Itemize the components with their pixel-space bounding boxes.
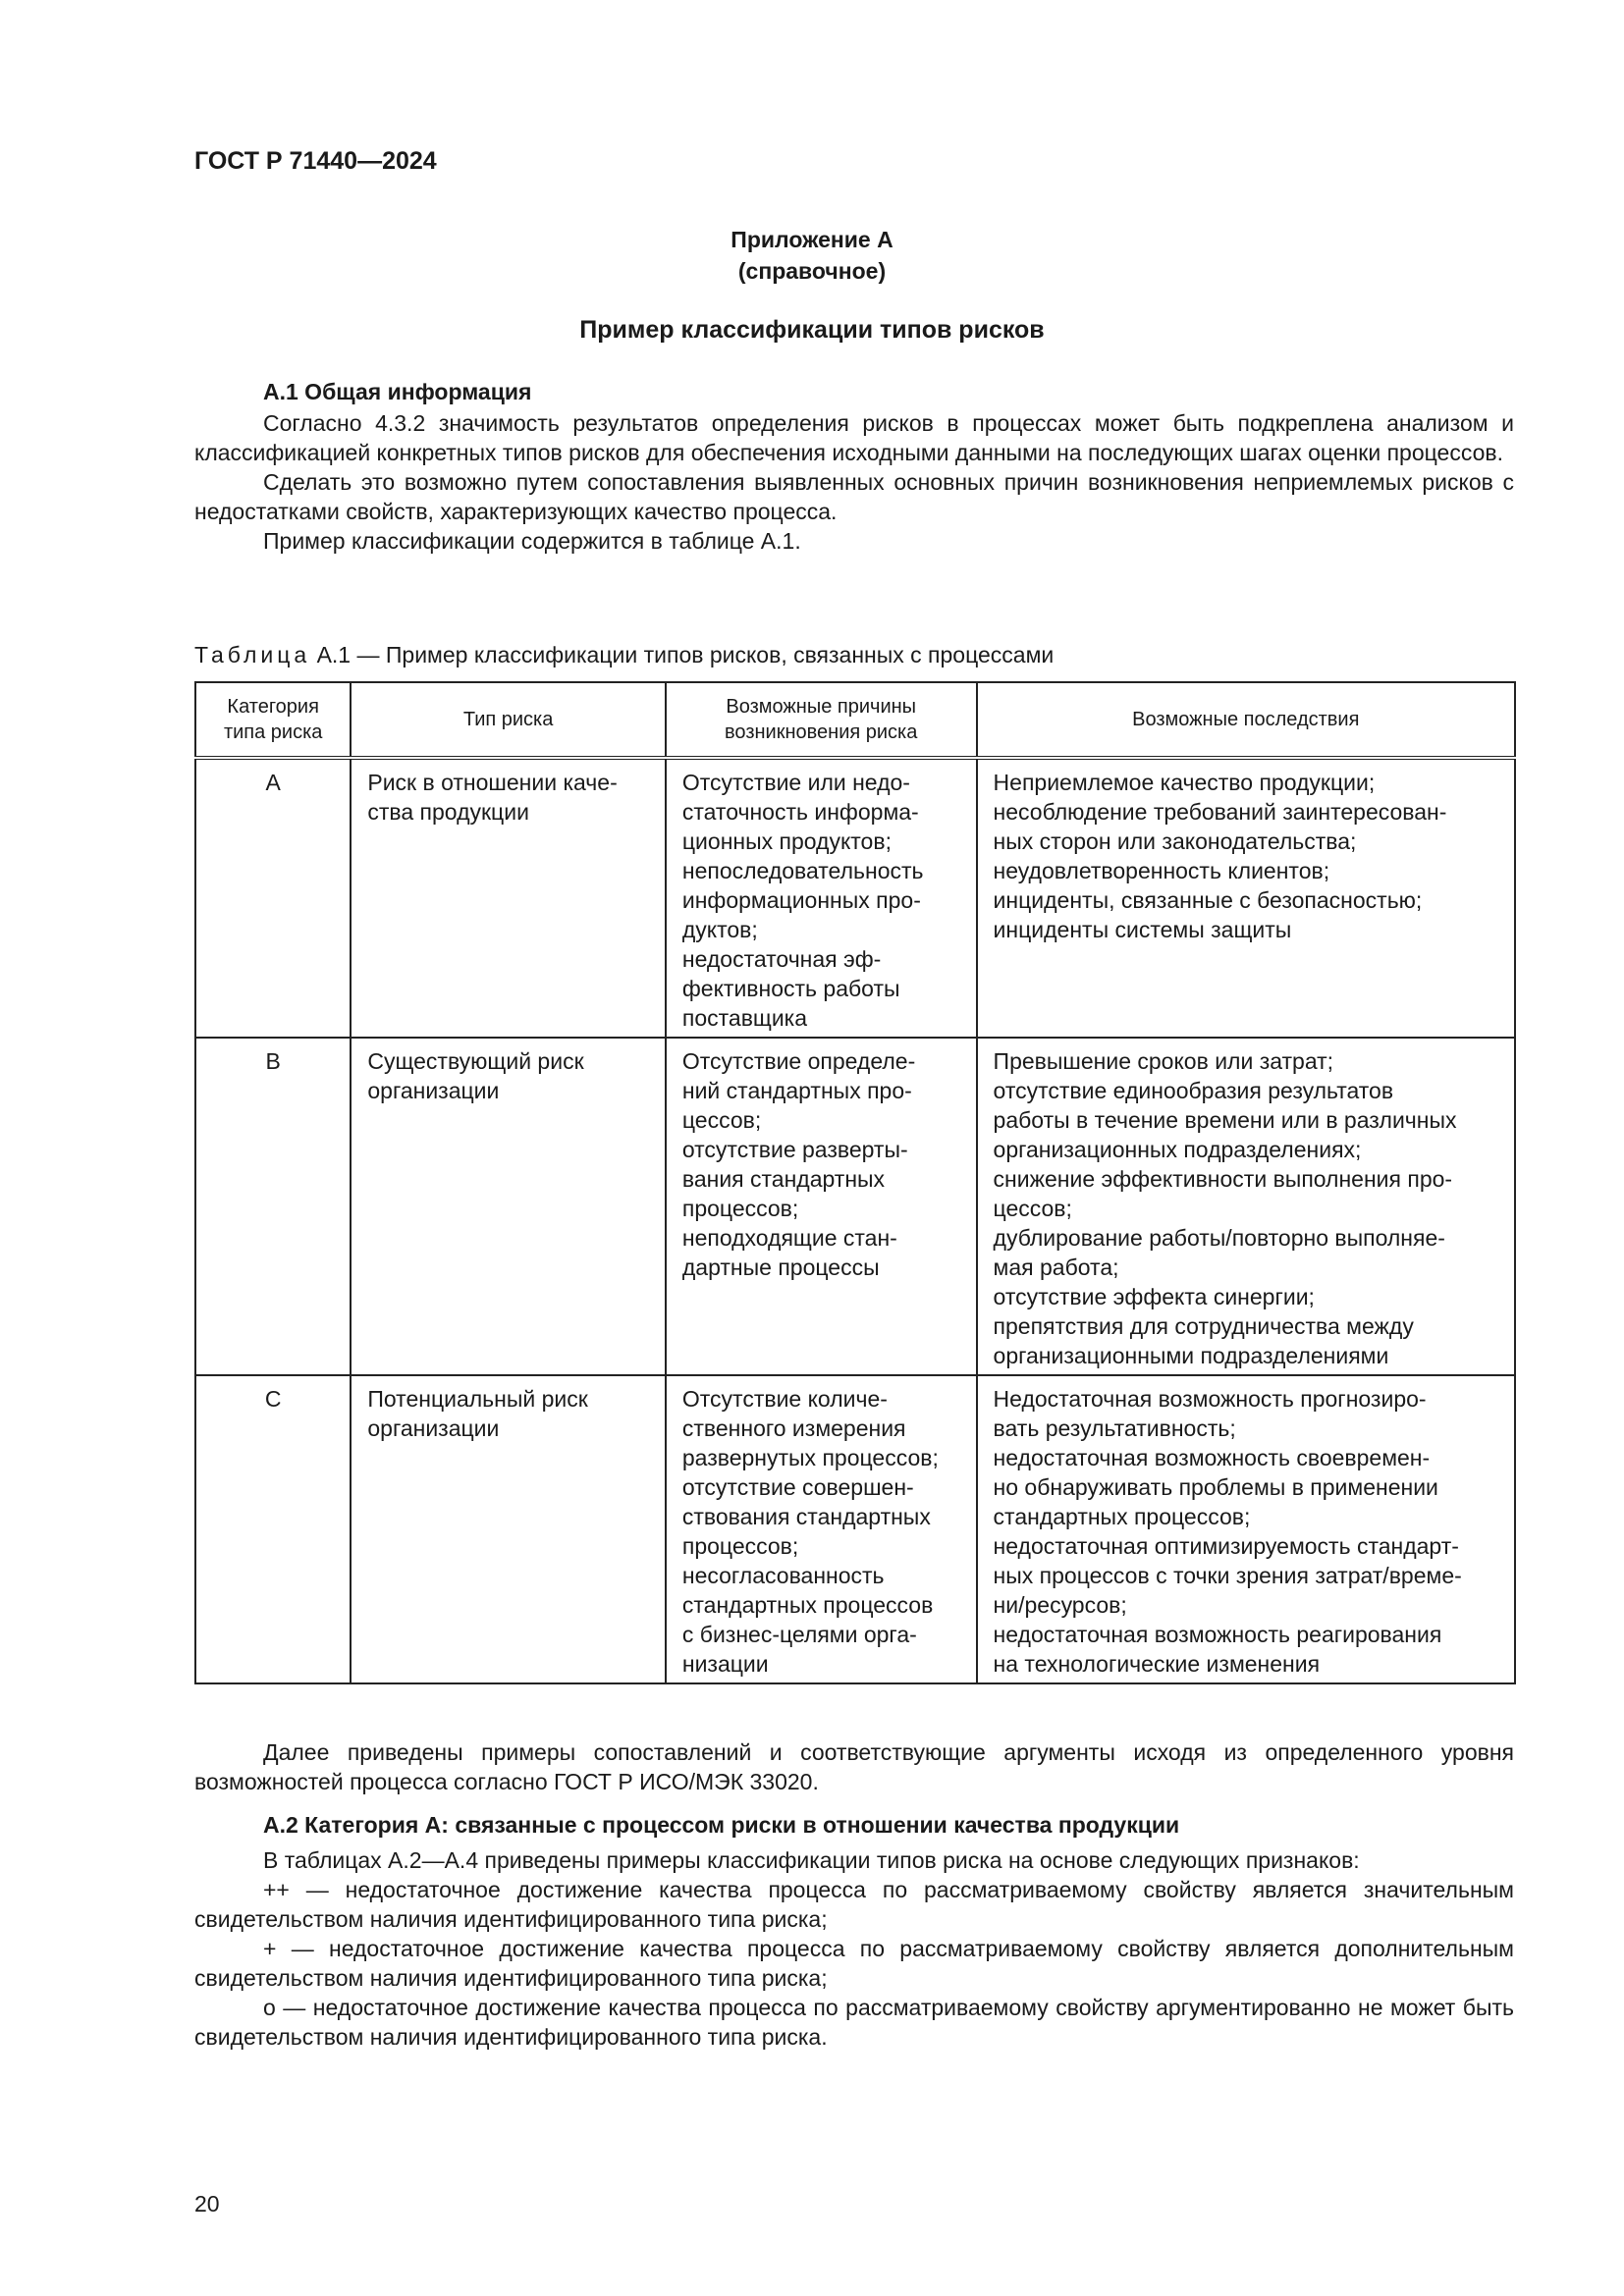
annex-title: Приложение А	[731, 227, 893, 252]
cell-line: но обнаруживать проблемы в применении	[993, 1474, 1438, 1500]
cell-line: цессов;	[681, 1107, 762, 1133]
risk-effects-cell	[977, 1038, 1515, 1375]
risk-effects-cell	[977, 1375, 1515, 1683]
cell-line: недостаточная возможность реагирования	[993, 1622, 1442, 1647]
cell-line: несоблюдение требований заинтересован-	[993, 799, 1447, 825]
cell-line: отсутствие эффекта синергии;	[993, 1284, 1315, 1309]
cell-line: дублирование работы/повторно выполняе-	[993, 1225, 1445, 1251]
cell-line: несогласованность	[681, 1563, 885, 1588]
risk-category-cell: С	[195, 1375, 351, 1683]
table-row	[195, 758, 1515, 1038]
cell-line: недостаточная возможность своевремен-	[993, 1445, 1431, 1470]
cell-line: Недостаточная возможность прогнозиро-	[993, 1386, 1427, 1412]
cell-line: инциденты, связанные с безопасностью;	[993, 887, 1423, 913]
paragraph: Пример классификации содержится в таблице А.1.	[263, 528, 801, 554]
cell-line: ционных продуктов;	[681, 828, 892, 854]
paragraph: Сделать это возможно путем сопоставления выявленных основных причин возникновения неприемлемых рисков с недостатками свойств, характеризующих качество процесса.	[194, 469, 1514, 524]
paragraph: В таблицах А.2—А.4 приведены примеры классификации типов риска на основе следующих признаков:	[263, 1847, 1360, 1873]
table-row	[195, 1375, 1515, 1683]
cell-line: недостаточная эф-	[681, 946, 882, 972]
cell-line: Отсутствие или недо-	[681, 770, 910, 795]
cell-line: фективность работы	[681, 976, 900, 1001]
cell-line: Отсутствие количе-	[681, 1386, 888, 1412]
section-a2	[194, 1737, 1514, 2052]
header-causes: Возможные причины возникновения риска	[666, 682, 977, 758]
risk-type-cell	[351, 1038, 666, 1375]
cell-line: ных процессов с точки зрения затрат/време-	[993, 1563, 1462, 1588]
cell-line: недостаточная оптимизируемость стандарт-	[993, 1533, 1459, 1559]
cell-line: организации	[367, 1415, 500, 1441]
page-number: 20	[194, 2191, 220, 2216]
table-caption-label: Таблица	[194, 642, 311, 667]
risk-effects-cell	[977, 758, 1515, 1038]
cell-line: Существующий риск	[367, 1048, 584, 1074]
cell-line: отсутствие совершен-	[681, 1474, 914, 1500]
cell-line: ственного измерения	[681, 1415, 906, 1441]
cell-line: инциденты системы защиты	[993, 917, 1292, 942]
table-caption-text: А.1 — Пример классификации типов рисков, связанных с процессами	[310, 642, 1055, 667]
cell-line: вания стандартных	[681, 1166, 886, 1192]
section-a1	[194, 377, 1514, 556]
cell-line: снижение эффективности выполнения про-	[993, 1166, 1453, 1192]
cell-line: дартные процессы	[681, 1255, 880, 1280]
cell-line: Неприемлемое качество продукции;	[993, 770, 1376, 795]
paragraph: ++ — недостаточное достижение качества процесса по рассматриваемому свойству является значительным свидетельством наличия идентифицированного типа риска;	[194, 1877, 1514, 1932]
annex-status: (справочное)	[737, 258, 887, 284]
risk-type-cell	[351, 758, 666, 1038]
risk-category-cell: А	[195, 758, 351, 1038]
cell-line: организационных подразделениях;	[993, 1137, 1362, 1162]
cell-line: Риск в отношении каче-	[367, 770, 618, 795]
cell-line: дуктов;	[681, 917, 758, 942]
paragraph: + — недостаточное достижение качества процесса по рассматриваемому свойству является дополнительным свидетельством наличия идентифицированного типа риска;	[194, 1936, 1514, 1991]
cell-line: цессов;	[993, 1196, 1072, 1221]
cell-line: неподходящие стан-	[681, 1225, 897, 1251]
cell-line: процессов;	[681, 1533, 799, 1559]
risk-causes-cell	[666, 1375, 977, 1683]
cell-line: стандартных процессов	[681, 1592, 934, 1618]
risk-type-cell	[351, 1375, 666, 1683]
cell-line: Потенциальный риск	[367, 1386, 588, 1412]
cell-line: отсутствие единообразия результатов	[993, 1078, 1394, 1103]
section-a1-heading: А.1 Общая информация	[263, 379, 532, 404]
cell-line: неудовлетворенность клиентов;	[993, 858, 1330, 883]
cell-line: отсутствие разверты-	[681, 1137, 908, 1162]
cell-line: с бизнес-целями орга-	[681, 1622, 917, 1647]
cell-line: организационными подразделениями	[993, 1343, 1389, 1368]
cell-line: ни/ресурсов;	[993, 1592, 1127, 1618]
cell-line: вать результативность;	[993, 1415, 1236, 1441]
paragraph-after-table: Далее приведены примеры сопоставлений и соответствующие аргументы исходя из определенного уровня возможностей процесса согласно ГОСТ Р ИСО/МЭК 33020.	[194, 1739, 1514, 1794]
cell-line: стандартных процессов;	[993, 1504, 1251, 1529]
cell-line: на технологические изменения	[993, 1651, 1321, 1677]
table-header-row	[195, 682, 1515, 758]
risk-classification-table	[194, 681, 1516, 1684]
table-row	[195, 1038, 1515, 1375]
cell-line: непоследовательность	[681, 858, 924, 883]
paragraph: о — недостаточное достижение качества процесса по рассматриваемому свойству аргументированно не может быть свидетельством наличия идентифицированного типа риска.	[194, 1995, 1514, 2050]
cell-line: мая работа;	[993, 1255, 1119, 1280]
table-body	[195, 758, 1515, 1683]
header-type: Тип риска	[351, 682, 666, 758]
cell-line: Превышение сроков или затрат;	[993, 1048, 1334, 1074]
annex-heading: Пример классификации типов рисков	[579, 316, 1045, 344]
cell-line: поставщика	[681, 1005, 808, 1031]
cell-line: Отсутствие определе-	[681, 1048, 916, 1074]
cell-line: организации	[367, 1078, 500, 1103]
cell-line: ства продукции	[367, 799, 529, 825]
risk-causes-cell	[666, 758, 977, 1038]
document-id-header: ГОСТ Р 71440—2024	[194, 147, 437, 175]
cell-line: препятствия для сотрудничества между	[993, 1313, 1414, 1339]
cell-line: статочность информа-	[681, 799, 919, 825]
cell-line: работы в течение времени или в различных	[993, 1107, 1457, 1133]
header-category: Категория типа риска	[195, 682, 351, 758]
section-a2-heading: А.2 Категория А: связанные с процессом риски в отношении качества продукции	[263, 1812, 1180, 1838]
cell-line: информационных про-	[681, 887, 921, 913]
risk-causes-cell	[666, 1038, 977, 1375]
header-effects: Возможные последствия	[977, 682, 1515, 758]
cell-line: ствования стандартных	[681, 1504, 931, 1529]
paragraph: Согласно 4.3.2 значимость результатов определения рисков в процессах может быть подкреплена анализом и классификацией конкретных типов рисков для обеспечения исходными данными на последующих шагах оценки процессов.	[194, 410, 1514, 465]
cell-line: низации	[681, 1651, 769, 1677]
cell-line: ных сторон или законодательства;	[993, 828, 1357, 854]
table-caption	[194, 640, 1054, 669]
cell-line: процессов;	[681, 1196, 799, 1221]
cell-line: развернутых процессов;	[681, 1445, 939, 1470]
cell-line: ний стандартных про-	[681, 1078, 912, 1103]
risk-category-cell: В	[195, 1038, 351, 1375]
